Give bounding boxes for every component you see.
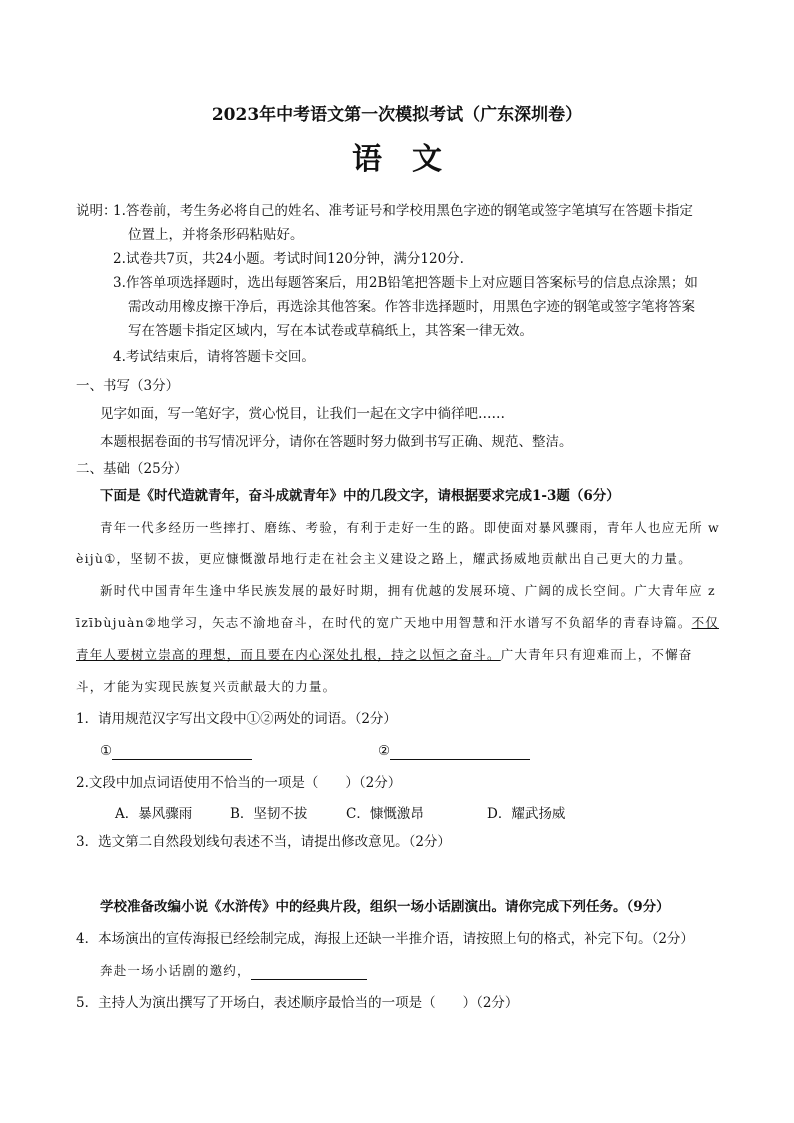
question-1: 1．请用规范汉字写出文段中①②两处的词语。（2分） — [76, 711, 397, 727]
option-a[interactable]: A．暴风骤雨 — [115, 806, 193, 822]
question-4: 4．本场演出的宣传海报已经绘制完成，海报上还缺一半推介语，请按照上句的格式，补完下句。（2分） — [76, 931, 694, 947]
instruction-line: 需改动用橡皮擦干净后，再选涂其他答案。作答非选择题时，用黑色字迹的钢笔或签字笔将答案 — [128, 299, 695, 315]
section1-line: 见字如面，写一笔好字，赏心悦目，让我们一起在文字中徜徉吧…… — [100, 406, 505, 422]
instruction-line: 写在答题卡指定区域内，写在本试卷或草稿纸上，其答案一律无效。 — [128, 323, 533, 339]
section1-line: 本题根据卷面的书写情况评分，请你在答题时努力做到书写正确、规范、整洁。 — [100, 434, 573, 450]
instruction-line: 3.作答单项选择题时，选出每题答案后，用2B铅笔把答题卡上对应题目答案标号的信息点涂黑；如 — [113, 275, 698, 291]
blank-marker: ① — [100, 743, 113, 759]
exam-title: 2023年中考语文第一次模拟考试（广东深圳卷） — [211, 105, 583, 125]
passage-intro: 学校准备改编小说《水浒传》中的经典片段，组织一场小话剧演出。请你完成下列任务。（9分） — [100, 899, 670, 915]
blank-marker: ② — [378, 743, 391, 759]
answer-prompt: 奔赴一场小话剧的邀约， — [100, 963, 251, 978]
passage-text: īzībùjuàn②地学习，矢志不渝地奋斗，在时代的宽广天地中用智慧和汗水谱写不负韶华的青春诗篇。 — [76, 615, 692, 630]
subject-title: 语文 — [352, 142, 472, 177]
option-b[interactable]: B．坚韧不拔 — [230, 806, 308, 822]
answer-blank-2[interactable] — [378, 742, 530, 760]
passage-line: 青年一代多经历一些摔打、磨练、考验，有利于走好一生的路。即使面对暴风骤雨，青年人也应无所 w — [100, 520, 720, 535]
instructions-label: 说明： — [76, 203, 117, 219]
underlined-sentence: 青年人要树立崇高的理想，而且要在内心深处扎根，持之以恒之奋斗。 — [76, 647, 501, 662]
answer-blank-1[interactable] — [100, 742, 252, 760]
option-d[interactable]: D．耀武扬威 — [487, 806, 566, 822]
question-2: 2.文段中加点词语使用不恰当的一项是（ ）（2分） — [76, 775, 402, 791]
question-5: 5．主持人为演出撰写了开场白，表述顺序最恰当的一项是（ ）（2分） — [76, 995, 519, 1011]
passage-intro: 下面是《时代造就青年，奋斗成就青年》中的几段文字，请根据要求完成1-3题（6分） — [100, 488, 620, 504]
passage-text: 广大青年只有迎难而上，不懈奋 — [500, 647, 693, 662]
blank-line — [390, 745, 530, 760]
blank-line — [251, 965, 367, 980]
passage-line — [76, 646, 693, 664]
passage-line — [76, 614, 719, 632]
option-c[interactable]: C．慷慨激昂 — [346, 806, 424, 822]
blank-line — [112, 745, 252, 760]
question-3: 3．选文第二自然段划线句表述不当，请提出修改意见。（2分） — [76, 834, 451, 850]
underlined-sentence: 不仅 — [691, 615, 719, 630]
instruction-line: 2.试卷共7页，共24小题。考试时间120分钟，满分120分. — [113, 251, 464, 267]
instruction-line: 位置上，并将条形码粘贴好。 — [128, 227, 304, 243]
question-4-answer[interactable] — [100, 962, 367, 980]
section-heading: 二、基础（25分） — [76, 461, 188, 477]
instruction-line: 1.答卷前，考生务必将自己的姓名、准考证号和学校用黑色字迹的钢笔或签字笔填写在答题卡指定 — [113, 203, 693, 219]
instruction-line: 4.考试结束后，请将答题卡交回。 — [113, 349, 315, 365]
passage-line: èijù①，坚韧不拔，更应慷慨激昂地行走在社会主义建设之路上，耀武扬威地贡献出自己更大的力量。 — [76, 551, 692, 566]
passage-line: 斗，才能为实现民族复兴贡献最大的力量。 — [76, 679, 337, 694]
section-heading: 一、书写（3分） — [76, 378, 180, 394]
passage-line: 新时代中国青年生逢中华民族发展的最好时期，拥有优越的发展环境、广阔的成长空间。广大青年应 z — [100, 583, 716, 598]
